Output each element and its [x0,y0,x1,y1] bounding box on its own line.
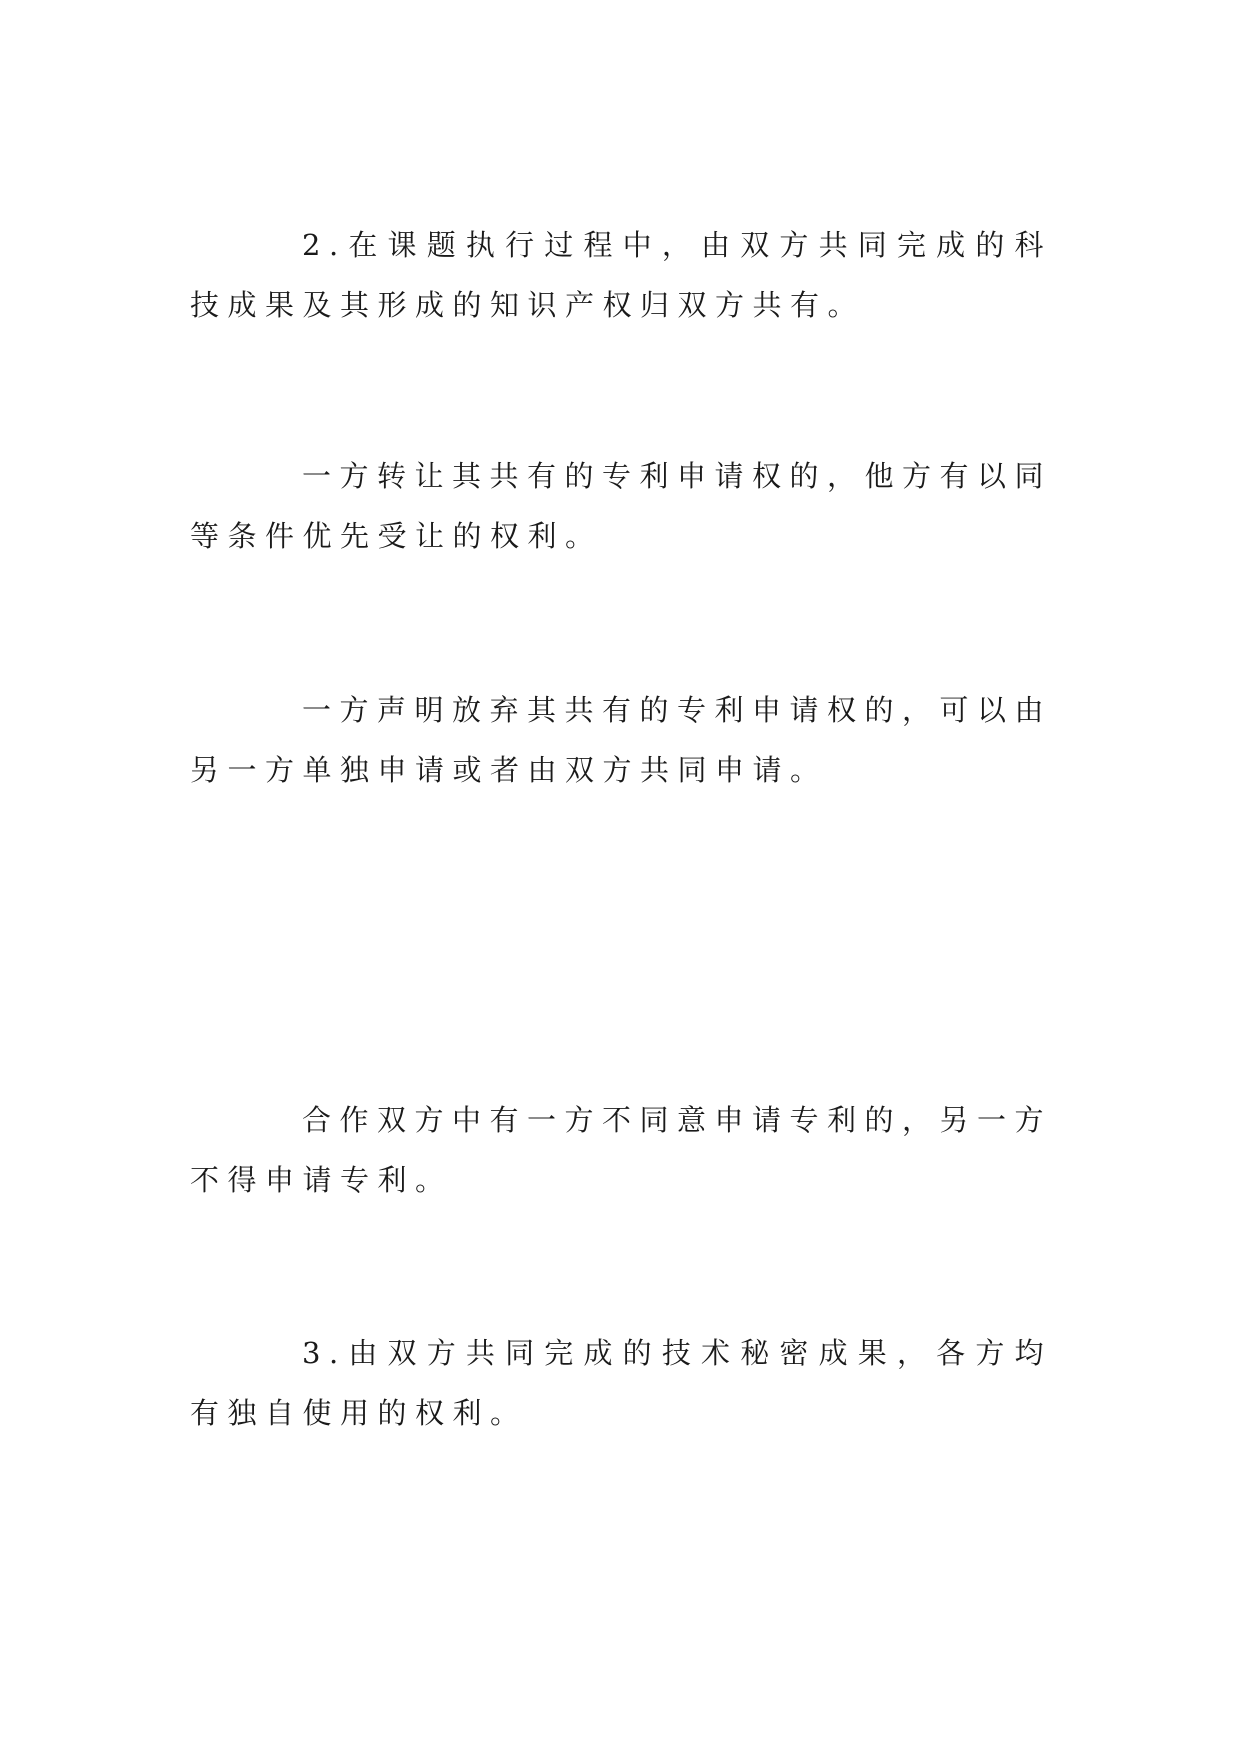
paragraph-technical-secret: 3.由双方共同完成的技术秘密成果，各方均有独自使用的权利。 [190,1336,1052,1430]
paragraph-joint-ownership: 2.在课题执行过程中，由双方共同完成的科技成果及其形成的知识产权归双方共有。 [190,228,1052,322]
paragraph-transfer-right: 一方转让其共有的专利申请权的，他方有以同等条件优先受让的权利。 [190,459,1053,553]
paragraph-waiver-right: 一方声明放弃其共有的专利申请权的，可以由另一方单独申请或者由双方共同申请。 [190,693,1053,787]
paragraph-disagreement: 合作双方中有一方不同意申请专利的，另一方不得申请专利。 [190,1103,1053,1197]
